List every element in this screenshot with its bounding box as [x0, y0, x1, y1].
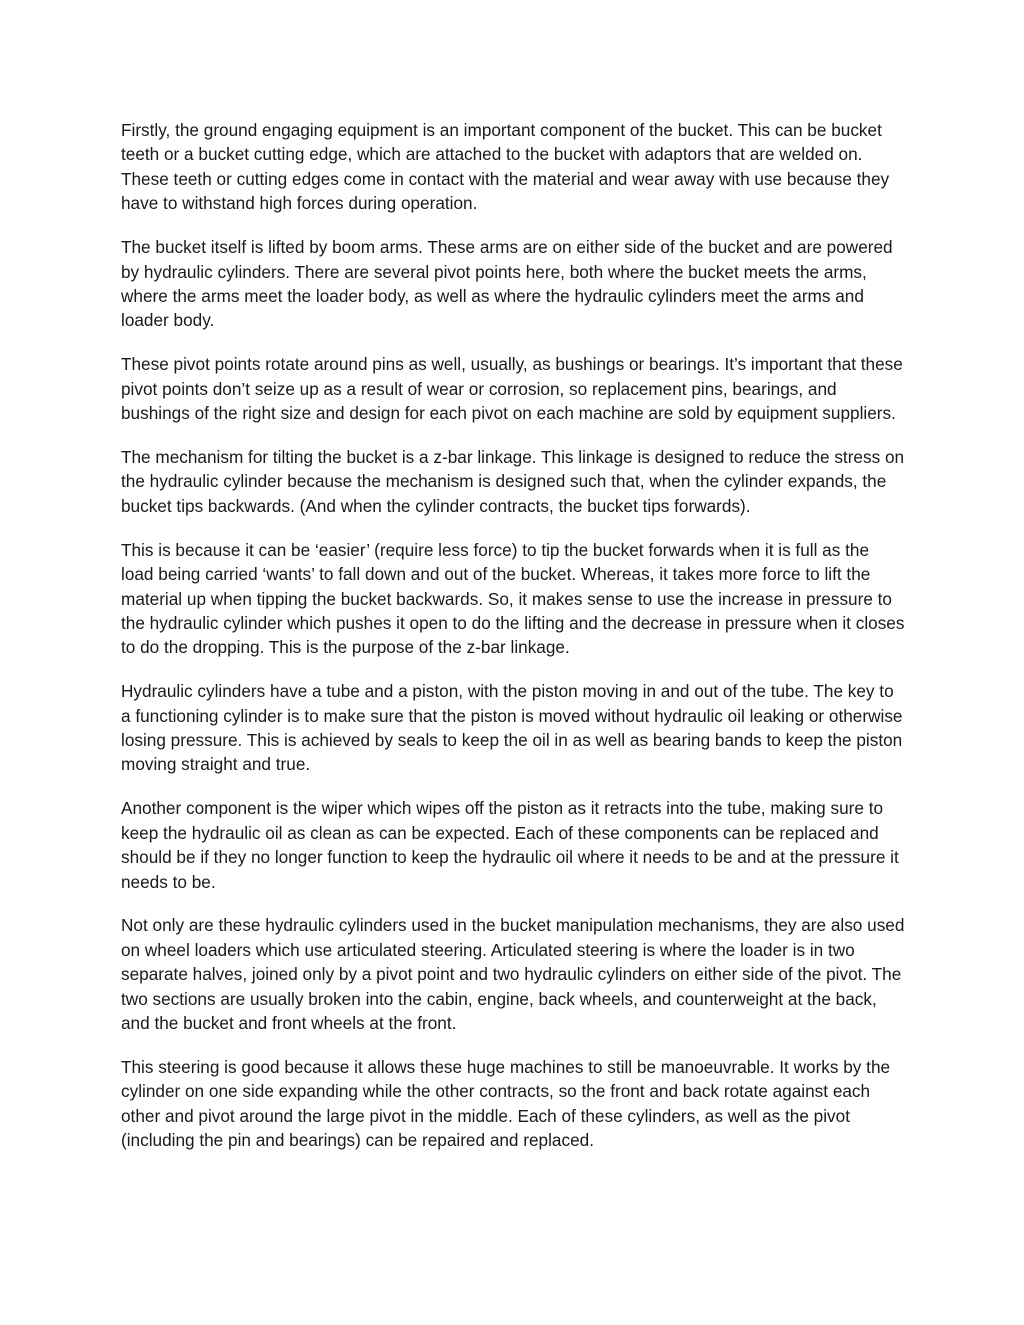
paragraph-pivot-points: These pivot points rotate around pins as well, usually, as bushings or bearings. It’s important that these pivot points don’t seize up as a result of wear or corrosion, so replacement pins, bearings, and bushings of the right size and design for each pivot on each machine are sold by equipment suppliers.	[121, 354, 903, 424]
paragraph-ground-engaging-equipment: Firstly, the ground engaging equipment is an important component of the bucket. This can be bucket teeth or a bucket cutting edge, which are attached to the bucket with adaptors that are welded on. These teeth or cutting edges come in contact with the material and wear away with use because they have to withstand high forces during operation.	[121, 120, 890, 214]
paragraph-wiper: Another component is the wiper which wipes off the piston as it retracts into the tube, making sure to keep the hydraulic oil as clean as can be expected. Each of these components can be replaced and should be if they no longer function to keep the hydraulic oil where it needs to be and at the pressure it needs to be.	[121, 798, 899, 892]
paragraph-tipping-force: This is because it can be ‘easier’ (require less force) to tip the bucket forwards when it is full as the load being carried ‘wants’ to fall down and out of the bucket. Whereas, it takes more force to lift the material up when tipping the bucket backwards. So, it makes sense to use the increase in pressure to the hydraulic cylinder which pushes it open to do the lifting and the decrease in pressure when it closes to do the dropping. This is the purpose of the z-bar linkage.	[121, 539, 905, 658]
paragraph-articulated-steering: Not only are these hydraulic cylinders used in the bucket manipulation mechanisms, they are also used on wheel loaders which use articulated steering. Articulated steering is where the loader is in two separate halves, joined only by a pivot point and two hydraulic cylinders on either side of the pivot. The two sections are usually broken into the cabin, engine, back wheels, and counterweight at the back, and the bucket and front wheels at the front.	[121, 915, 905, 1034]
document-body	[121, 118, 906, 1153]
paragraph-steering-benefits: This steering is good because it allows these huge machines to still be manoeuvrable. It works by the cylinder on one side expanding while the other contracts, so the front and back rotate against each other and pivot around the large pivot in the middle. Each of these cylinders, as well as the pivot (including the pin and bearings) can be repaired and replaced.	[121, 1057, 891, 1151]
paragraph-z-bar-linkage: The mechanism for tilting the bucket is a z-bar linkage. This linkage is designed to reduce the stress on the hydraulic cylinder because the mechanism is designed such that, when the cylinder expands, the bucket tips backwards. (And when the cylinder contracts, the bucket tips forwards).	[121, 446, 905, 516]
paragraph-hydraulic-cylinders: Hydraulic cylinders have a tube and a piston, with the piston moving in and out of the tube. The key to a functioning cylinder is to make sure that the piston is moved without hydraulic oil leaking or otherwise losing pressure. This is achieved by seals to keep the oil in as well as bearing bands to keep the piston moving straight and true.	[121, 681, 903, 775]
paragraph-boom-arms: The bucket itself is lifted by boom arms. These arms are on either side of the bucket and are powered by hydraulic cylinders. There are several pivot points here, both where the bucket meets the arms, where the arms meet the loader body, as well as where the hydraulic cylinders meet the arms and loader body.	[121, 237, 893, 331]
